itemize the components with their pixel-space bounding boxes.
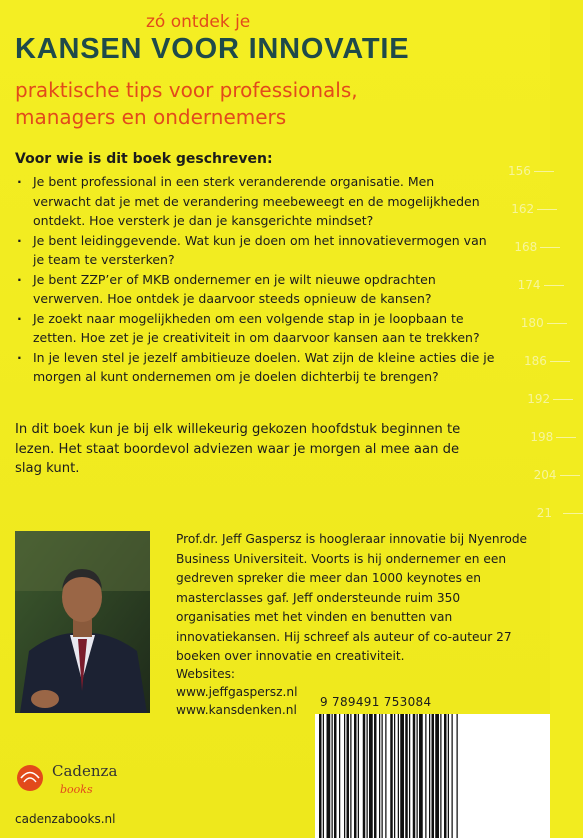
barcode-bar	[398, 714, 399, 838]
audience-item: · Je bent professional in een sterk veranderende organisatie. Men verwacht dat je met de verandering meebeweegt en de mogelijkheden ontdekt. Hoe versterk je dan je kansgerichte mindset?	[15, 172, 495, 231]
dial-number: 192	[527, 392, 551, 406]
barcode-bar	[382, 714, 383, 838]
barcode-bar	[379, 714, 380, 838]
audience-item: · Je zoekt naar mogelijkheden om een volgende stap in je loopbaan te zetten. Hoe zet je je creativiteit in om daarvoor kansen aan te trekken?	[15, 309, 495, 348]
barcode-bar	[390, 714, 393, 838]
barcode-bar	[369, 714, 373, 838]
barcode-bar	[363, 714, 366, 838]
isbn-number: 9 789491 753084	[320, 695, 432, 709]
barcode-bar	[334, 714, 337, 838]
audience-item: · In je leven stel je jezelf ambitieuze doelen. Wat zijn de kleine acties die je morgen al kunt ondernemen om je doelen dichterbij te brengen?	[15, 348, 495, 387]
barcode-bar	[409, 714, 410, 838]
dial-tick	[550, 361, 570, 362]
dial-tick	[547, 323, 567, 324]
author-bio: Prof.dr. Jeff Gaspersz is hoogleraar innovatie bij Nyenrode Business Universiteit. Voorts is hij ondernemer en een gedreven spreker die meer dan 1000 keynotes en masterclasses gaf. Jeff ondersteunde ruim 350 organisaties met het vinden en benutten van innovatiekansen. Hij schreef als auteur of co-auteur 27 boeken over innovatie en creativiteit.	[176, 532, 528, 663]
barcode-bar	[425, 714, 426, 838]
barcode-bar	[327, 714, 331, 838]
author-photo	[15, 531, 150, 713]
isbn-barcode	[315, 714, 550, 838]
barcode-bar	[429, 714, 430, 838]
barcode-bar	[419, 714, 423, 838]
audience-item: · Je bent ZZP’er of MKB ondernemer en je wilt nieuwe opdrachten verwerven. Hoe ontdek je daarvoor steeds opnieuw de kansen?	[15, 270, 495, 309]
dial-tick	[560, 475, 580, 476]
dial-number: 21	[536, 506, 553, 520]
barcode-bar	[350, 714, 351, 838]
barcode-bar	[344, 714, 345, 838]
barcode-bar	[347, 714, 350, 838]
dial-number: 174	[517, 278, 541, 292]
barcode-bar	[452, 714, 453, 838]
barcode-bar	[323, 714, 324, 838]
barcode-bar	[354, 714, 357, 838]
dial-number: 198	[530, 430, 554, 444]
dial-number: 162	[511, 202, 535, 216]
publisher-sub: books	[60, 783, 93, 796]
title-kicker: zó ontdek je	[146, 12, 251, 32]
barcode-bar	[405, 714, 408, 838]
dial-number: 168	[514, 240, 538, 254]
book-title: KANSEN VOOR INNOVATIE	[15, 33, 410, 65]
barcode-bar	[374, 714, 377, 838]
audience-list	[15, 172, 495, 387]
barcode-bar	[400, 714, 404, 838]
book-subtitle	[15, 77, 535, 131]
intro-paragraph: In dit boek kun je bij elk willekeurig gekozen hoofdstuk beginnen te lezen. Het staat boordevol adviezen waar je morgen al mee aan de slag kunt.	[15, 422, 461, 476]
barcode-bar	[435, 714, 439, 838]
audience-heading: Voor wie is dit boek geschreven:	[15, 151, 273, 167]
dial-tick	[534, 171, 554, 172]
dial-tick	[540, 247, 560, 248]
publisher-url[interactable]: cadenzabooks.nl	[15, 812, 116, 826]
subtitle-line-2: managers en ondernemers	[15, 105, 287, 129]
audience-item: · Je bent leidinggevende. Wat kun je doen om het innovatievermogen van je team te versterken?	[15, 231, 495, 270]
barcode-bar	[319, 714, 322, 838]
barcode-bar	[444, 714, 447, 838]
dial-tick	[544, 285, 564, 286]
barcode-bar	[385, 714, 386, 838]
publisher-name: Cadenza	[52, 762, 118, 780]
websites-label: Websites:	[176, 667, 236, 681]
website-link[interactable]: www.kansdenken.nl	[176, 703, 297, 717]
cadenza-logo-icon	[15, 762, 45, 792]
barcode-bar	[339, 714, 340, 838]
dial-number: 156	[508, 164, 531, 178]
barcode-bar	[413, 714, 416, 838]
dial-number: 204	[533, 468, 557, 482]
dial-tick	[563, 513, 583, 514]
barcode-bar	[394, 714, 395, 838]
barcode-bar	[448, 714, 449, 838]
barcode-bar	[332, 714, 333, 838]
barcode-bar	[440, 714, 441, 838]
dial-tick	[553, 399, 573, 400]
dial-number: 186	[524, 354, 547, 368]
barcode-bar	[457, 714, 458, 838]
barcode-bar	[432, 714, 435, 838]
dial-number: 180	[520, 316, 544, 330]
dial-tick	[556, 437, 576, 438]
barcode-bar	[358, 714, 359, 838]
subtitle-line-1: praktische tips voor professionals,	[15, 78, 358, 102]
barcode-bar	[417, 714, 418, 838]
dial-tick	[537, 209, 557, 210]
barcode-bar	[367, 714, 368, 838]
website-link[interactable]: www.jeffgaspersz.nl	[176, 685, 298, 699]
